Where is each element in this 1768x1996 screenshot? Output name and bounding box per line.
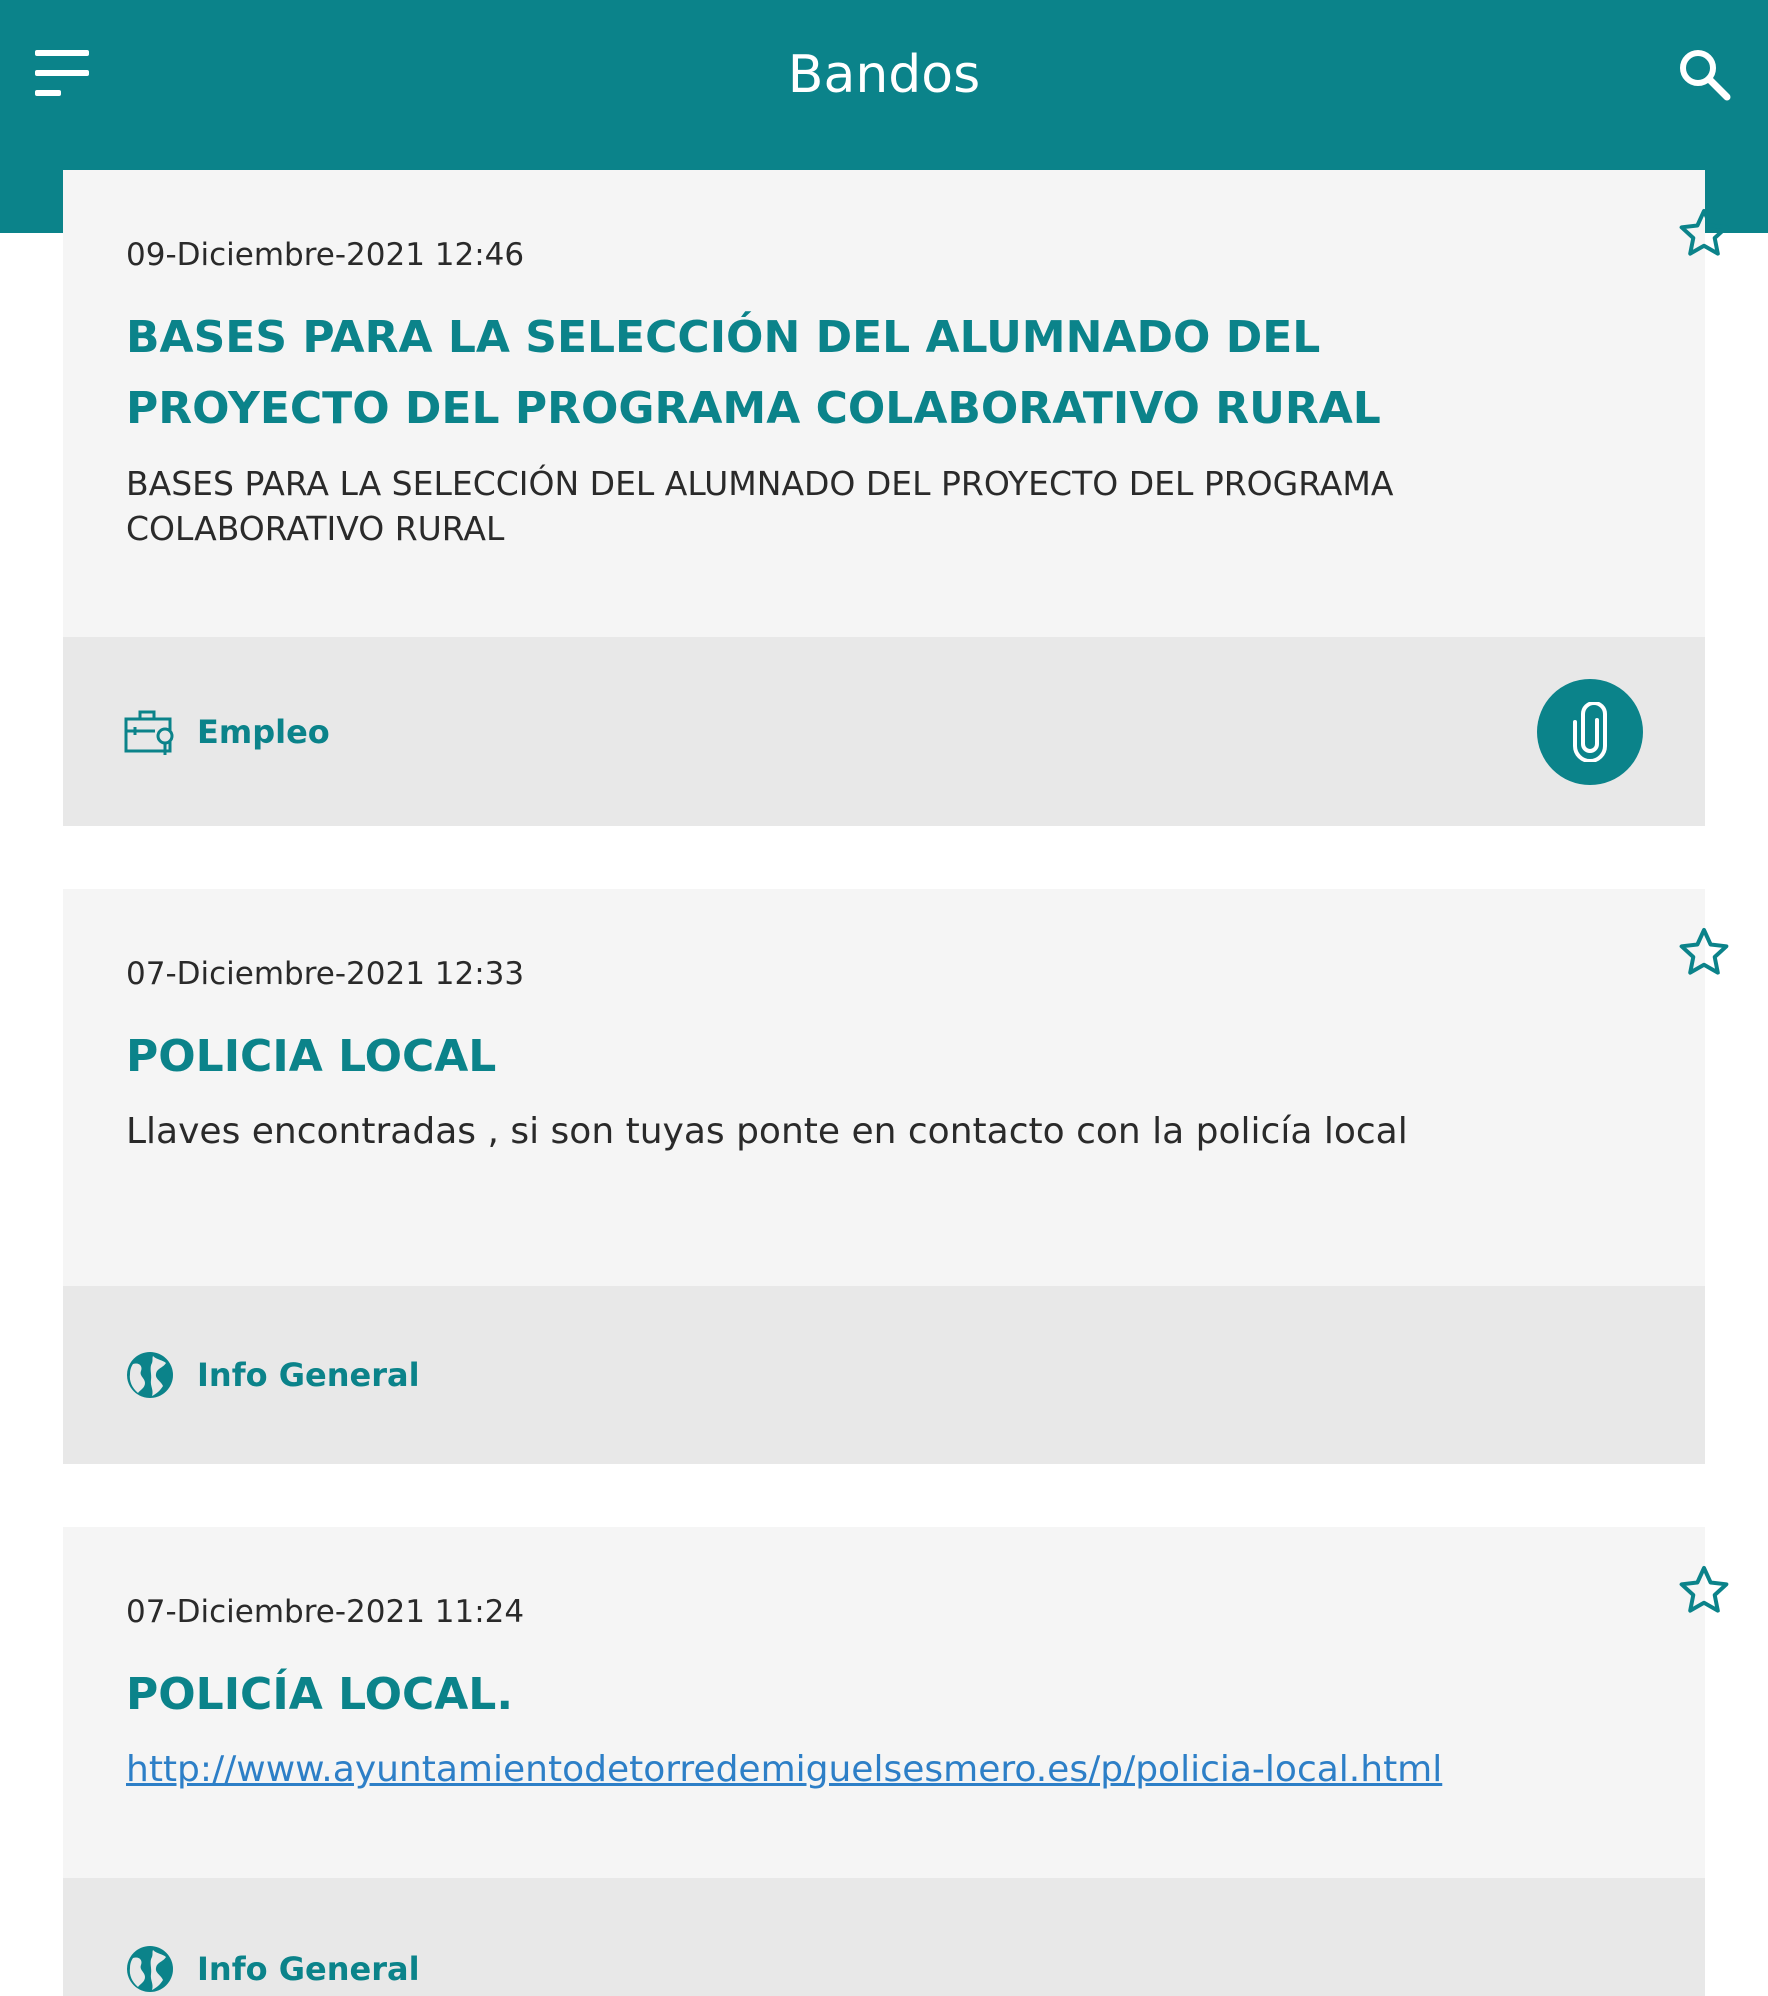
post-card-body[interactable] — [63, 170, 1705, 637]
post-date: 09-Diciembre-2021 12:46 — [126, 237, 525, 273]
post-link-container — [126, 1747, 1576, 1792]
post-description: BASES PARA LA SELECCIÓN DEL ALUMNADO DEL PROYECTO DEL PROGRAMA COLABORATIVO RURAL — [126, 464, 1394, 548]
attachment-button[interactable] — [1537, 679, 1643, 785]
globe-icon — [123, 1942, 177, 1996]
post-card-footer — [63, 637, 1705, 826]
post-link[interactable]: http://www.ayuntamientodetorredemiguelsesmero.es/p/policia-local.html — [126, 1749, 1443, 1790]
star-outline-icon[interactable] — [1676, 206, 1732, 262]
post-date: 07-Diciembre-2021 12:33 — [126, 956, 525, 992]
search-icon — [1675, 45, 1735, 105]
post-title[interactable]: POLICIA LOCAL — [126, 1031, 497, 1082]
post-card-footer — [63, 1286, 1705, 1464]
post-date: 07-Diciembre-2021 11:24 — [126, 1594, 525, 1630]
globe-icon — [123, 1348, 177, 1402]
page-title: Bandos — [787, 45, 981, 105]
post-card[interactable] — [63, 889, 1705, 1464]
post-card[interactable] — [63, 1527, 1705, 1996]
post-card-body[interactable] — [63, 889, 1705, 1286]
post-card[interactable] — [63, 170, 1705, 826]
search-button[interactable] — [1675, 45, 1735, 105]
paperclip-icon — [1564, 702, 1616, 762]
category-label: Info General — [197, 1950, 420, 1988]
briefcase-icon — [123, 705, 177, 759]
star-outline-icon[interactable] — [1676, 1563, 1732, 1619]
post-card-footer — [63, 1878, 1705, 1996]
post-card-body[interactable] — [63, 1527, 1705, 1878]
category-tag[interactable] — [123, 1942, 420, 1996]
category-tag[interactable] — [123, 705, 330, 759]
category-tag[interactable] — [123, 1348, 420, 1402]
post-title[interactable]: POLICÍA LOCAL. — [126, 1669, 514, 1720]
post-title[interactable]: BASES PARA LA SELECCIÓN DEL ALUMNADO DEL PROYECTO DEL PROGRAMA COLABORATIVO RURAL — [126, 312, 1381, 434]
category-label: Empleo — [197, 713, 330, 751]
category-label: Info General — [197, 1356, 420, 1394]
post-description: Llaves encontradas , si son tuyas ponte en contacto con la policía local — [126, 1111, 1408, 1152]
star-outline-icon[interactable] — [1676, 925, 1732, 981]
